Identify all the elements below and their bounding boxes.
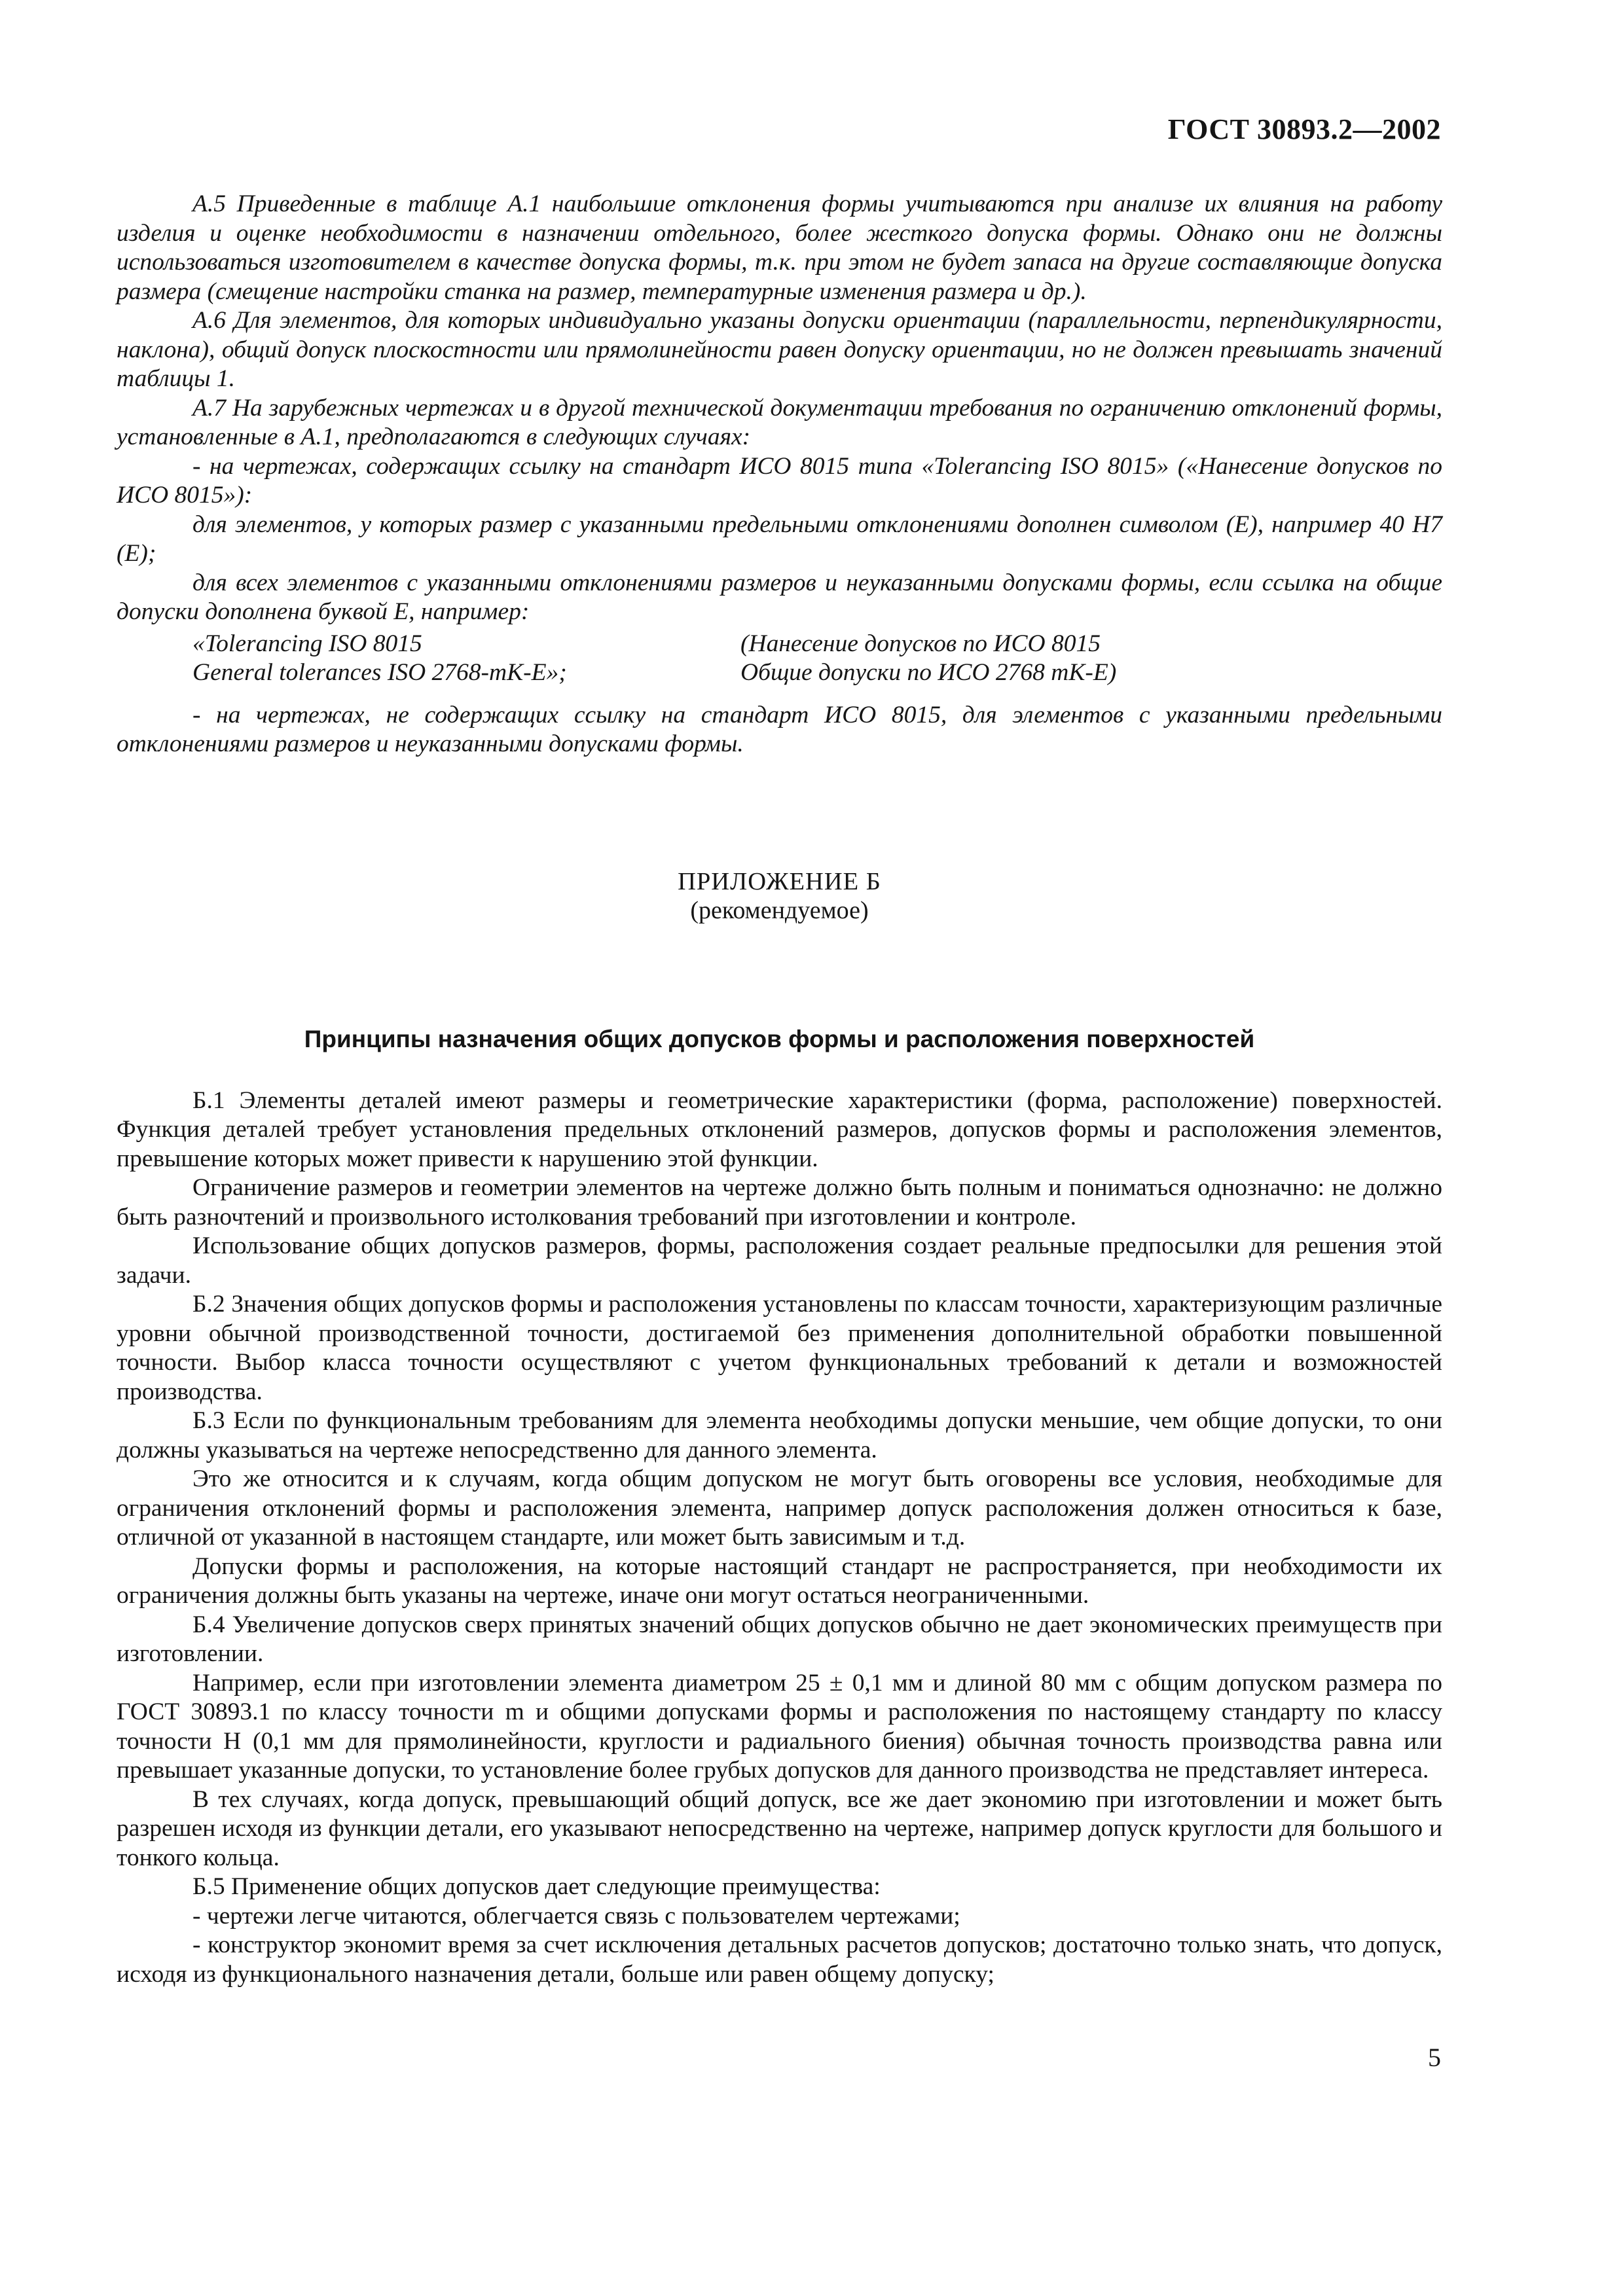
paragraph-b1-usage: Использование общих допусков размеров, формы, расположения создает реальные предпосылки для решения этой задачи.	[117, 1232, 1442, 1289]
document-header: ГОСТ 30893.2—2002	[1167, 113, 1441, 145]
paragraph-a7-item-letter-e: для всех элементов с указанными отклонениями размеров и неуказанными допусками формы, если ссылка на общие допуски дополнена буквой Е, например:	[117, 569, 1442, 625]
example-left-text: «Tolerancing ISO 8015	[192, 630, 422, 657]
paragraph-b1: Б.1 Элементы деталей имеют размеры и геометрические характеристики (форма, расположение) поверхностей. Функция деталей требует установления предельных отклонений размеров, допусков формы и расположения элементов, превышение которых может привести к нарушению этой функции.	[117, 1086, 1442, 1172]
page-content	[117, 190, 1442, 1989]
paragraph-b1-limits: Ограничение размеров и геометрии элементов на чертеже должно быть полным и пониматься однозначно: не должно быть разночтений и произвольного истолкования требований при изготовлении и контроле.	[117, 1174, 1442, 1230]
example-right-text: (Нанесение допусков по ИСО 8015	[740, 630, 1101, 657]
paragraph-b5-item-time: - конструктор экономит время за счет исключения детальных расчетов допусков; достаточно только знать, что допуск, исходя из функционального назначения детали, больше или равен общему допуску;	[117, 1931, 1442, 1988]
section-title: Принципы назначения общих допусков формы и расположения поверхностей	[304, 1025, 1255, 1052]
paragraph-b3-cases: Это же относится и к случаям, когда общим допуском не могут быть оговорены все условия, необходимые для ограничения отклонений формы и расположения элемента, например допуск расположения должен относиться к базе, отличной от указанной в настоящем стандарте, или может быть зависимым и т.д.	[117, 1465, 1442, 1551]
paragraph-b5-item-readability: - чертежи легче читаются, облегчается связь с пользователем чертежами;	[192, 1902, 960, 1929]
paragraph-b2: Б.2 Значения общих допусков формы и расположения установлены по классам точности, характеризующим различные уровни обычной производственной точности, достигаемой без применения дополнительной обработки повышенной точности. Выбор класса точности осуществляют с учетом функциональных требований к детали и возможностей производства.	[117, 1291, 1442, 1405]
paragraph-a7-item-iso: - на чертежах, содержащих ссылку на стандарт ИСО 8015 типа «Tolerancing ISO 8015» («Нанесение допусков по ИСО 8015»):	[117, 452, 1442, 509]
annex-heading	[117, 867, 1442, 925]
example-row	[117, 658, 1442, 688]
page-number: 5	[1428, 2043, 1441, 2072]
paragraph-a5: А.5 Приведенные в таблице А.1 наибольшие отклонения формы учитываются при анализе их влияния на работу изделия и оценке необходимости в назначении отдельного, более жесткого допуска формы. Однако они не должны использоваться изготовителем в качестве допуска формы, т.к. при этом не будет запаса на другие составляющие допуска размера (смещение настройки станка на размер, температурные изменения размера и др.).	[117, 190, 1442, 305]
paragraph-b4: Б.4 Увеличение допусков сверх принятых значений общих допусков обычно не дает экономических преимуществ при изготовлении.	[117, 1611, 1442, 1667]
paragraph-b5: Б.5 Применение общих допусков дает следующие преимущества:	[192, 1873, 881, 1900]
paragraph-b4-economy: В тех случаях, когда допуск, превышающий общий допуск, все же дает экономию при изготовлении и может быть разрешен исходя из функции детали, его указывают непосредственно на чертеже, например допуск круглости для большого и тонкого кольца.	[117, 1785, 1442, 1871]
example-notation	[117, 630, 1442, 688]
paragraph-b3: Б.3 Если по функциональным требованиям для элемента необходимы допуски меньшие, чем общие допуски, то они должны указываться на чертеже непосредственно для данного элемента.	[117, 1407, 1442, 1463]
paragraph-a7-item-symbol-e: для элементов, у которых размер с указанными предельными отклонениями дополнен символом (Е), например 40 Н7 (Е);	[117, 511, 1442, 567]
paragraph-b4-example: Например, если при изготовлении элемента диаметром 25 ± 0,1 мм и длиной 80 мм с общим допуском размера по ГОСТ 30893.1 по классу точности m и общими допусками формы и расположения по настоящему стандарту по классу точности Н (0,1 мм для прямолинейности, круглости и радиального биения) обычная точность производства равна или превышает указанные допуски, то установление более грубых допусков для данного производства не представляет интереса.	[117, 1669, 1442, 1784]
example-left-text: General tolerances ISO 2768-mK-E»;	[192, 659, 567, 686]
paragraph-a7: А.7 На зарубежных чертежах и в другой технической документации требования по ограничению отклонений формы, установленные в А.1, предполагаются в следующих случаях:	[117, 394, 1442, 450]
example-row	[117, 630, 1442, 659]
paragraph-a6: А.6 Для элементов, для которых индивидуально указаны допуски ориентации (параллельности, перпендикулярности, наклона), общий допуск плоскостности или прямолинейности равен допуску ориентации, но не должен превышать значений таблицы 1.	[117, 307, 1442, 392]
annex-title: ПРИЛОЖЕНИЕ Б	[678, 867, 881, 895]
annex-subtitle: (рекомендуемое)	[690, 896, 869, 924]
example-right-text: Общие допуски по ИСО 2768 mK-E)	[740, 659, 1117, 686]
paragraph-a7-closing: - на чертежах, не содержащих ссылку на стандарт ИСО 8015, для элементов с указанными предельными отклонениями размеров и неуказанными допусками формы.	[117, 701, 1442, 757]
paragraph-b3-unlimited: Допуски формы и расположения, на которые настоящий стандарт не распространяется, при необходимости их ограничения должны быть указаны на чертеже, иначе они могут остаться неограниченными.	[117, 1552, 1442, 1609]
